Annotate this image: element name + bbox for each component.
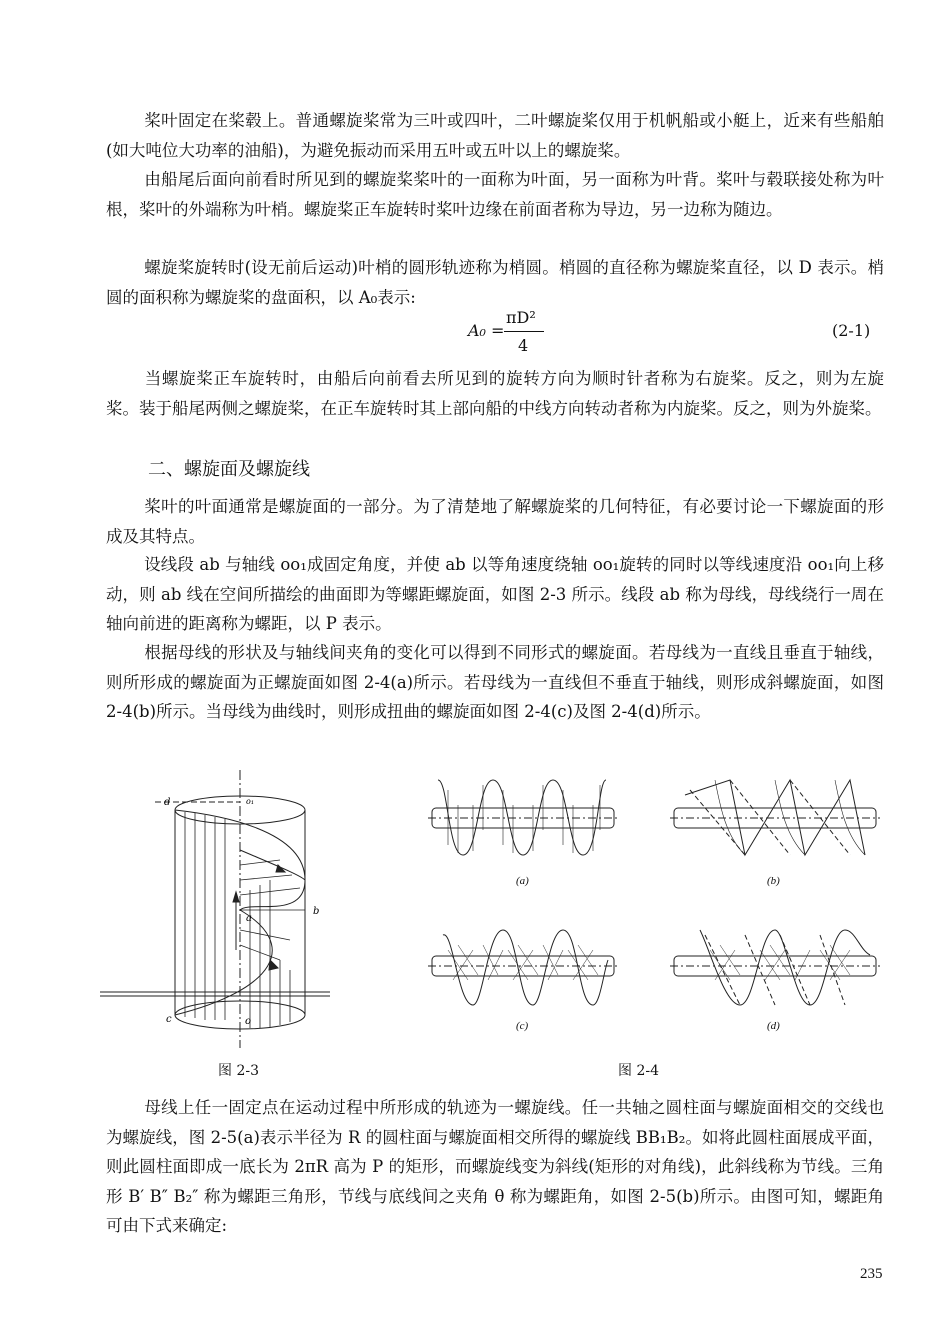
equation-lhs: A₀ = bbox=[468, 321, 505, 340]
equation-2-1 bbox=[462, 308, 582, 362]
paragraph-rotation: 当螺旋桨正车旋转时，由船后向前看去所见到的旋转方向为顺时针者称为右旋桨。反之，则为左旋桨。装于船尾两侧之螺旋桨，在正车旋转时其上部向船的中线方向转动者称为内旋桨。反之，则为外旋桨。 bbox=[106, 369, 884, 418]
label-b: b bbox=[313, 906, 320, 917]
label-a: a bbox=[246, 913, 252, 924]
paragraph-tip-circle: 螺旋桨旋转时(设无前后运动)叶梢的圆形轨迹称为梢圆。梢圆的直径称为螺旋桨直径，以 D 表示。梢圆的面积称为螺旋桨的盘面积，以 A₀表示: bbox=[106, 258, 884, 307]
equation-numerator: πD² bbox=[506, 308, 536, 327]
figure-2-3-helicoid bbox=[100, 770, 330, 1050]
figure-2-4-d bbox=[670, 920, 880, 1015]
page-number: 235 bbox=[860, 1266, 883, 1282]
label-o1: o₁ bbox=[246, 797, 255, 806]
fraction-bar bbox=[504, 331, 544, 332]
equation-number: (2-1) bbox=[832, 321, 871, 340]
section-heading: 二、螺旋面及螺旋线 bbox=[148, 459, 310, 480]
sublabel-b: (b) bbox=[767, 875, 780, 887]
caption-figure-2-3: 图 2-3 bbox=[218, 1063, 259, 1079]
paragraph-helicoid-intro: 桨叶的叶面通常是螺旋面的一部分。为了清楚地了解螺旋桨的几何特征，有必要讨论一下螺旋面的形成及其特点。 bbox=[106, 497, 884, 546]
label-d: d bbox=[164, 797, 171, 808]
paragraph-blades: 桨叶固定在桨毂上。普通螺旋桨常为三叶或四叶，二叶螺旋桨仅用于机帆船或小艇上，近来有些船舶(如大吨位大功率的油船)，为避免振动而采用五叶或五叶以上的螺旋桨。 bbox=[106, 111, 884, 160]
label-c: c bbox=[166, 1014, 172, 1025]
figure-2-4-b bbox=[670, 775, 880, 865]
sublabel-d: (d) bbox=[767, 1020, 780, 1032]
sublabel-c: (c) bbox=[516, 1020, 529, 1032]
paragraph-generatrix: 设线段 ab 与轴线 oo₁成固定角度，并使 ab 以等角速度绕轴 oo₁旋转的同时以等线速度沿 oo₁向上移动，则 ab 线在空间所描绘的曲面即为等螺距螺旋面，如图 2-3 所示。线段 ab 称为母线，母线绕行一周在轴向前进的距离称为螺距，以 P 表示。 bbox=[106, 555, 884, 633]
paragraph-helicoid-types: 根据母线的形状及与轴线间夹角的变化可以得到不同形式的螺旋面。若母线为一直线且垂直于轴线，则所形成的螺旋面为正螺旋面如图 2-4(a)所示。若母线为一直线但不垂直于轴线，则形成斜螺旋面，如图 2-4(b)所示。当母线为曲线时，则形成扭曲的螺旋面如图 2-4(c)及图 2-4(d)所示。 bbox=[106, 643, 884, 721]
label-o: o bbox=[245, 1016, 252, 1027]
paragraph-helix: 母线上任一固定点在运动过程中所形成的轨迹为一螺旋线。任一共轴之圆柱面与螺旋面相交的交线也为螺旋线，图 2-5(a)表示半径为 R 的圆柱面与螺旋面相交所得的螺旋线 BB₁B₂。如将此圆柱面展成平面，则此圆柱面即成一底长为 2πR 高为 P 的矩形，而螺旋线变为斜线(矩形的对角线)，此斜线称为节线。三角形 B′ B″ B₂″ 称为螺距三角形，节线与底线间之夹角 θ 称为螺距角，如图 2-5(b)所示。由图可知，螺距角可由下式来确定: bbox=[106, 1098, 885, 1235]
figure-2-4-a bbox=[428, 775, 618, 865]
equation-denominator: 4 bbox=[518, 336, 529, 355]
caption-figure-2-4: 图 2-4 bbox=[618, 1063, 659, 1079]
sublabel-a: (a) bbox=[516, 875, 529, 887]
paragraph-face-back: 由船尾后面向前看时所见到的螺旋桨桨叶的一面称为叶面，另一面称为叶背。桨叶与毂联接处称为叶根，桨叶的外端称为叶梢。螺旋桨正车旋转时桨叶边缘在前面者称为导边，另一边称为随边。 bbox=[106, 170, 884, 219]
figure-2-4-c bbox=[428, 920, 618, 1015]
